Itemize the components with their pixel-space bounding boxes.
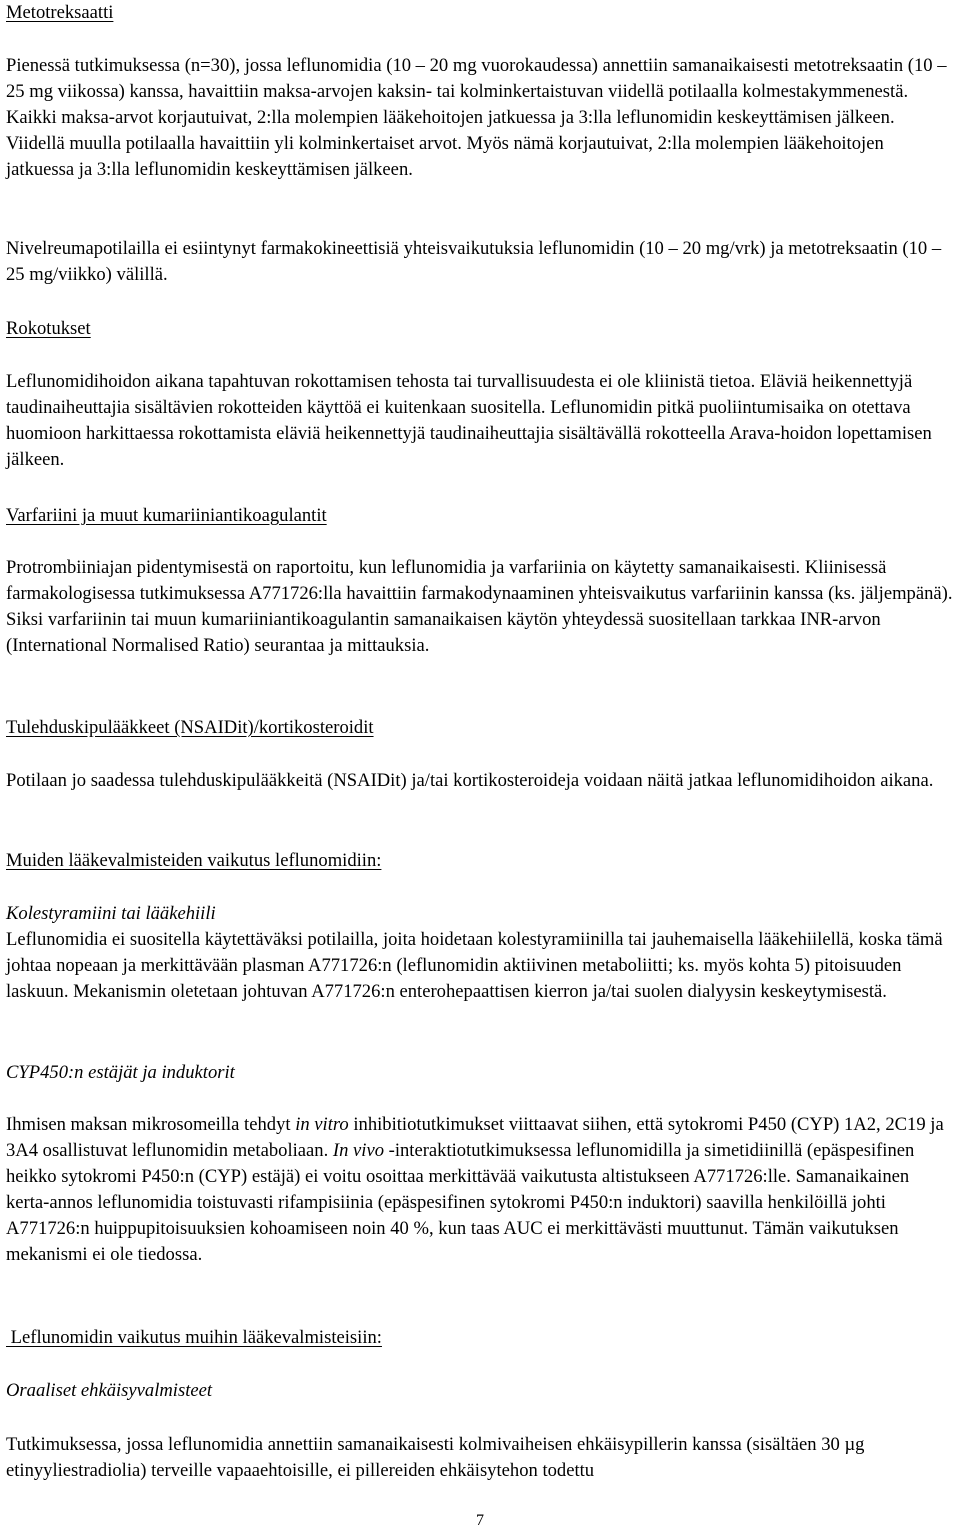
page-number: 7 (476, 1512, 484, 1529)
heading-leflunomidin-vaikutus: Leflunomidin vaikutus muihin lääkevalmisteisiin: (6, 1327, 382, 1348)
cyp-text-part1: Ihmisen maksan mikrosomeilla tehdyt (6, 1114, 296, 1135)
subheading-oraaliset: Oraaliset ehkäisyvalmisteet (6, 1380, 213, 1401)
paragraph-rokotukset: Leflunomidihoidon aikana tapahtuvan rokottamisen tehosta tai turvallisuudesta ei ole kliinistä tietoa. Eläviä heikennettyjä taudinaiheuttajia sisältävien rokotteiden käyttöä ei kuitenkaan suositella. Leflunomidin pitkä puoliintumisaika on otettava huomioon harkittaessa rokottamista eläviä heikennettyjä taudinaiheuttajia sisältävällä rokotteella Arava-hoidon lopettamisen jälkeen. (6, 371, 932, 471)
paragraph-nsaid: Potilaan jo saadessa tulehduskipulääkkeitä (NSAIDit) ja/tai kortikosteroideja voidaan näitä jatkaa leflunomidihoidon aikana. (6, 770, 934, 791)
heading-varfariini: Varfariini ja muut kumariiniantikoagulantit (6, 505, 327, 526)
subheading-kolestyramiini: Kolestyramiini tai lääkehiili (6, 903, 216, 924)
subheading-cyp450: CYP450:n estäjät ja induktorit (6, 1062, 235, 1083)
heading-muiden-vaikutus: Muiden lääkevalmisteiden vaikutus leflunomidiin: (6, 850, 382, 871)
paragraph-cyp450 (6, 1112, 954, 1269)
heading-metotreksaatti: Metotreksaatti (6, 2, 114, 23)
heading-nsaid: Tulehduskipulääkkeet (NSAIDit)/kortikosteroidit (6, 717, 374, 738)
paragraph-metotreksaatti-1: Pienessä tutkimuksessa (n=30), jossa leflunomidia (10 – 20 mg vuorokaudessa) annettiin samanaikaisesti metotreksaatin (10 – 25 mg viikossa) kanssa, havaittiin maksa-arvojen kaksin- tai kolminkertaistuvan viidellä potilaalla kolmestakymmenestä. Kaikki maksa-arvot korjautuivat, 2:lla molempien lääkehoitojen jatkuessa ja 3:lla leflunomidin keskeyttämisen jälkeen. Viidellä muulla potilaalla havaittiin yli kolminkertaiset arvot. Myös nämä korjautuivat, 2:lla molempien lääkehoitojen jatkuessa ja 3:lla leflunomidin keskeyttämisen jälkeen. (6, 55, 947, 181)
cyp-text-part3: -interaktiotutkimuksessa leflunomidilla ja simetidiinillä (epäspesifinen heikko sytokromi P450:n (CYP) estäjä) ei voitu osoittaa merkittävää vaikutusta altistukseen A771726:lle. Samanaikainen kerta-annos leflunomidia toistuvasti rifampisiinia (epäspesifinen sytokromi P450:n induktori) saavilla henkilöillä johti A771726:n huippupitoisuuksien kohoamiseen noin 40 %, kun taas AUC ei merkittävästi muuttunut. Tämän vaikutuksen mekanismi ei ole tiedossa. (6, 1140, 915, 1266)
cyp-text-part2: inhibitiotutkimukset viittaavat siihen, että sytokromi P450 (CYP) 1A2, 2C19 ja 3A4 osallistuvat leflunomidin metaboliaan. (6, 1114, 944, 1162)
paragraph-metotreksaatti-2: Nivelreumapotilailla ei esiintynyt farmakokineettisiä yhteisvaikutuksia leflunomidin (10 – 20 mg/vrk) ja metotreksaatin (10 – 25 mg/viikko) välillä. (6, 238, 942, 286)
paragraph-oraaliset: Tutkimuksessa, jossa leflunomidia annettiin samanaikaisesti kolmivaiheisen ehkäisypillerin kanssa (sisältäen 30 µg etinyyliestradiolia) terveille vapaaehtoisille, ei pillereiden ehkäisytehon todettu (6, 1434, 865, 1482)
cyp-text-in-vivo: In vivo (332, 1140, 384, 1162)
cyp-text-in-vitro: in vitro (295, 1114, 349, 1135)
heading-rokotukset: Rokotukset (6, 318, 91, 339)
paragraph-varfariini: Protrombiiniajan pidentymisestä on raportoitu, kun leflunomidia ja varfariinia on käytetty samanaikaisesti. Kliinisessä farmakologisessa tutkimuksessa A771726:lla havaittiin farmakodynaaminen yhteisvaikutus varfariinin kanssa (ks. jäljempänä). Siksi varfariinin tai muun kumariiniantikoagulantin samanaikaisen käytön yhteydessä suositellaan tarkkaa INR-arvon (International Normalised Ratio) seurantaa ja mittauksia. (6, 557, 953, 657)
paragraph-kolestyramiini: Leflunomidia ei suositella käytettäväksi potilailla, joita hoidetaan kolestyramiinilla tai jauhemaisella lääkehiilellä, koska tämä johtaa nopeaan ja merkittävään plasman A771726:n (leflunomidin aktiivinen metaboliitti; ks. myös kohta 5) pitoisuuden laskuun. Mekanismin oletetaan johtuvan A771726:n enterohepaattisen kierron ja/tai suolen dialyysin keskeytymisestä. (6, 929, 943, 1003)
